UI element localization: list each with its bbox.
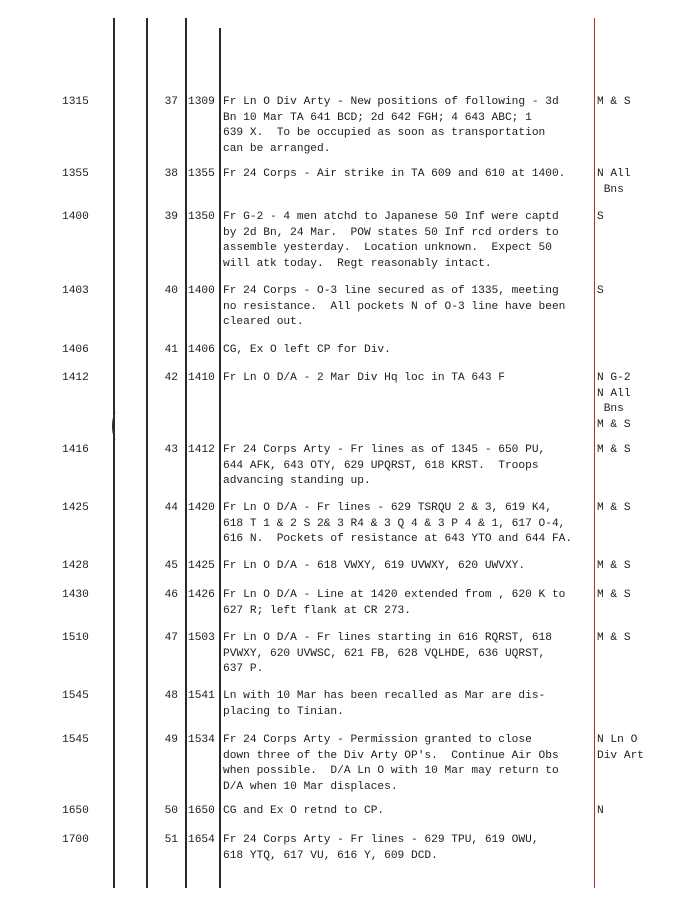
entry-message [223, 210, 595, 272]
entry-received-time: 1650 [188, 805, 215, 817]
message-line: Fr 24 Corps Arty - Fr lines as of 1345 - 650 PU, [223, 444, 546, 456]
entry-distribution [597, 559, 687, 575]
entry-message [223, 559, 595, 575]
binding-mark [112, 412, 121, 440]
entry-number: 44 [164, 502, 178, 514]
distribution-line: M & S [597, 444, 631, 456]
entry-message [223, 833, 595, 864]
entry-message [223, 95, 595, 157]
entry-distribution [597, 371, 687, 433]
message-line: Bn 10 Mar TA 641 BCD; 2d 642 FGH; 4 643 ABC; 1 [223, 111, 532, 124]
entry-number: 49 [164, 734, 178, 746]
message-line: Fr 24 Corps - Air strike in TA 609 and 610 at 1400. [223, 168, 566, 180]
distribution-line: M & S [597, 560, 631, 572]
message-line: no resistance. All pockets N of O-3 line have been [223, 300, 566, 313]
entry-number: 42 [164, 372, 178, 384]
message-line: Fr G-2 - 4 men atchd to Japanese 50 Inf were captd [223, 211, 559, 223]
distribution-line: N Ln O [597, 734, 638, 746]
entry-number: 45 [164, 560, 178, 572]
message-line: Fr Ln O D/A - Fr lines - 629 TSRQU 2 & 3, 619 K4, [223, 502, 552, 514]
distribution-line: M & S [597, 96, 631, 108]
distribution-line: M & S [597, 502, 631, 514]
entry-time: 1355 [62, 168, 89, 180]
entry-time: 1430 [62, 589, 89, 601]
entry-message [223, 343, 595, 359]
entry-distribution [597, 443, 687, 459]
entry-time: 1400 [62, 211, 89, 223]
message-line: by 2d Bn, 24 Mar. POW states 50 Inf rcd orders to [223, 226, 559, 239]
message-line: PVWXY, 620 UVWSC, 621 FB, 628 VQLHDE, 636 UQRST, [223, 647, 546, 660]
message-line: Fr 24 Corps Arty - Fr lines - 629 TPU, 619 OWU, [223, 834, 539, 846]
entry-message [223, 733, 595, 795]
entry-distribution [597, 284, 687, 300]
message-line: 639 X. To be occupied as soon as transportation [223, 127, 546, 139]
distribution-line: N G-2 [597, 372, 631, 384]
message-line: can be arranged. [223, 142, 331, 155]
message-line: 618 T 1 & 2 S 2& 3 R4 & 3 Q 4 & 3 P 4 & 1, 617 O-4, [223, 517, 566, 530]
column-rule-2 [146, 18, 148, 888]
entry-time: 1416 [62, 444, 89, 456]
message-line: Fr Ln O D/A - 618 VWXY, 619 UVWXY, 620 UWVXY. [223, 560, 526, 572]
entry-distribution [597, 167, 687, 198]
entry-number: 48 [164, 690, 178, 702]
message-line: Fr Ln O D/A - Line at 1420 extended from , 620 K to [223, 589, 566, 601]
message-line: down three of the Div Arty OP's. Continue Air Obs [223, 749, 559, 762]
distribution-line: Bns [597, 183, 624, 196]
entry-received-time: 1534 [188, 734, 215, 746]
entry-time: 1510 [62, 632, 89, 644]
entry-distribution [597, 804, 687, 820]
entry-number: 43 [164, 444, 178, 456]
message-line: CG, Ex O left CP for Div. [223, 344, 391, 356]
message-line: Fr Ln O D/A - 2 Mar Div Hq loc in TA 643 F [223, 372, 505, 384]
entry-message [223, 443, 595, 490]
entry-number: 41 [164, 344, 178, 356]
entry-distribution [597, 733, 687, 764]
column-rule-1 [113, 18, 115, 888]
entry-received-time: 1350 [188, 211, 215, 223]
entry-message [223, 371, 595, 387]
entry-number: 46 [164, 589, 178, 601]
entry-number: 40 [164, 285, 178, 297]
entry-distribution [597, 210, 687, 226]
entry-received-time: 1503 [188, 632, 215, 644]
message-line: cleared out. [223, 316, 304, 328]
entry-received-time: 1654 [188, 834, 215, 846]
entry-received-time: 1355 [188, 168, 215, 180]
entry-time: 1315 [62, 96, 89, 108]
entry-number: 39 [164, 211, 178, 223]
distribution-line: N [597, 805, 604, 817]
entry-time: 1428 [62, 560, 89, 572]
entry-message [223, 631, 595, 678]
distribution-line: S [597, 285, 604, 297]
distribution-line: Div Art [597, 749, 644, 762]
entry-time: 1403 [62, 285, 89, 297]
entry-received-time: 1426 [188, 589, 215, 601]
message-line: placing to Tinian. [223, 705, 344, 718]
message-line: advancing standing up. [223, 475, 371, 487]
entry-distribution [597, 588, 687, 604]
entry-message [223, 804, 595, 820]
entry-number: 38 [164, 168, 178, 180]
message-line: D/A when 10 Mar displaces. [223, 780, 398, 793]
entry-time: 1545 [62, 690, 89, 702]
entry-received-time: 1412 [188, 444, 215, 456]
distribution-line: M & S [597, 632, 631, 644]
message-line: will atk today. Regt reasonably intact. [223, 257, 492, 270]
message-line: 616 N. Pockets of resistance at 643 YTO and 644 FA. [223, 533, 573, 545]
message-line: 637 P. [223, 663, 264, 675]
entry-received-time: 1406 [188, 344, 215, 356]
distribution-line: M & S [597, 589, 631, 601]
message-line: Fr Ln O D/A - Fr lines starting in 616 RQRST, 618 [223, 632, 552, 644]
entry-time: 1406 [62, 344, 89, 356]
distribution-line: Bns [597, 403, 624, 415]
entry-time: 1700 [62, 834, 89, 846]
message-line: 627 R; left flank at CR 273. [223, 604, 411, 617]
message-line: Ln with 10 Mar has been recalled as Mar are dis- [223, 690, 546, 702]
message-line: 618 YTQ, 617 VU, 616 Y, 609 DCD. [223, 849, 438, 862]
entry-received-time: 1541 [188, 690, 215, 702]
distribution-line: N All [597, 387, 631, 400]
entry-message [223, 284, 595, 331]
message-line: assemble yesterday. Location unknown. Expect 50 [223, 242, 552, 254]
message-line: when possible. D/A Ln O with 10 Mar may return to [223, 765, 559, 777]
entry-distribution [597, 95, 687, 111]
entry-number: 51 [164, 834, 178, 846]
message-line: Fr 24 Corps - O-3 line secured as of 1335, meeting [223, 285, 559, 297]
entry-received-time: 1420 [188, 502, 215, 514]
entry-message [223, 689, 595, 720]
message-line: 644 AFK, 643 OTY, 629 UPQRST, 618 KRST. Troops [223, 459, 539, 472]
column-rule-4 [219, 28, 221, 888]
entry-distribution [597, 631, 687, 647]
entry-received-time: 1425 [188, 560, 215, 572]
entry-received-time: 1410 [188, 372, 215, 384]
column-rule-3 [185, 18, 187, 888]
entry-time: 1545 [62, 734, 89, 746]
entry-distribution [597, 501, 687, 517]
entry-received-time: 1309 [188, 96, 215, 108]
distribution-line: N All [597, 168, 631, 180]
entry-number: 47 [164, 632, 178, 644]
entry-number: 50 [164, 805, 178, 817]
distribution-line: S [597, 211, 604, 223]
entry-time: 1412 [62, 372, 89, 384]
entry-time: 1650 [62, 805, 89, 817]
message-line: Fr 24 Corps Arty - Permission granted to close [223, 734, 532, 746]
entry-number: 37 [164, 96, 178, 108]
entry-time: 1425 [62, 502, 89, 514]
entry-message [223, 588, 595, 619]
entry-message [223, 167, 595, 183]
message-line: CG and Ex O retnd to CP. [223, 805, 385, 817]
entry-received-time: 1400 [188, 285, 215, 297]
message-line: Fr Ln O Div Arty - New positions of following - 3d [223, 96, 559, 108]
entry-message [223, 501, 595, 548]
distribution-line: M & S [597, 418, 631, 431]
